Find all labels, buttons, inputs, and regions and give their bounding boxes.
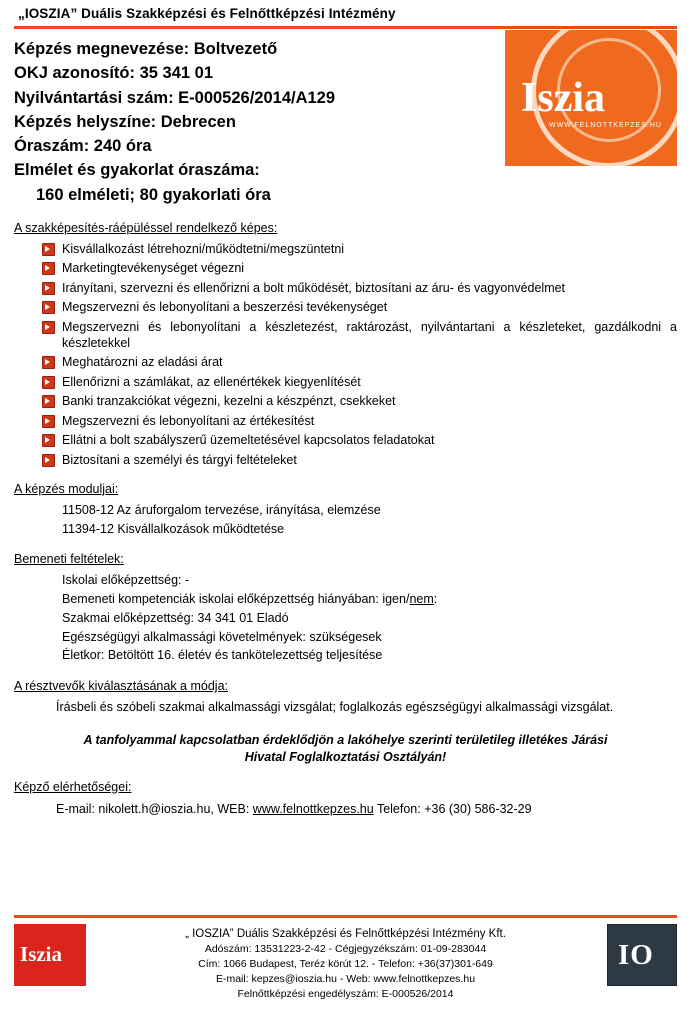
logo-wordmark [521, 74, 605, 122]
list-item [42, 393, 677, 409]
contact-phone: Telefon: +36 (30) 586-32-29 [373, 801, 532, 816]
document-footer [0, 922, 691, 1018]
arrow-bullet-icon [42, 415, 55, 428]
entry-requirements-list [14, 572, 677, 665]
notice-line-1: A tanfolyammal kapcsolatban érdeklődjön a lakóhelye szerinti területileg illetékes Járási [83, 732, 608, 747]
theory-practice-hours: 160 elméleti; 80 gyakorlati óra [36, 185, 271, 204]
list-item [42, 432, 677, 448]
footer-license: Felnőttképzési engedélyszám: E-000526/2014 [237, 988, 454, 1001]
list-item [42, 280, 677, 296]
document-header: „IOSZIA” Duális Szakképzési és Felnőttképzési Intézmény [18, 6, 396, 21]
contact-web-link[interactable]: www.felnottkepzes.hu [252, 801, 374, 816]
ioszia-logo [505, 30, 677, 166]
course-location: Képzés helyszíne: Debrecen [14, 112, 236, 131]
list-item-text: Megszervezni és lebonyolítani a beszerzési tevékenységet [62, 300, 388, 315]
arrow-bullet-icon [42, 376, 55, 389]
list-item [42, 354, 677, 370]
entry-item-health: Egészségügyi alkalmassági követelmények: szükségesek [62, 629, 382, 644]
okj-id: OKJ azonosító: 35 341 01 [14, 64, 213, 83]
entry-item-age: Életkor: Betöltött 16. életév és tankötelezettség teljesítése [62, 648, 383, 663]
arrow-bullet-icon [42, 454, 55, 467]
arrow-bullet-icon [42, 243, 55, 256]
course-hours: Óraszám: 240 óra [14, 137, 152, 155]
footer-company-name: „ IOSZIA” Duális Szakképzési és Felnőttképzési Intézmény Kft. [185, 928, 506, 940]
list-item-text: Meghatározni az eladási árat [62, 355, 223, 370]
footer-logo-left-brand: szia [28, 942, 63, 966]
modules-heading: A képzés moduljai: [14, 481, 119, 496]
list-item [42, 260, 677, 276]
module-item: 11394-12 Kisvállalkozások működtetése [62, 521, 285, 536]
course-name: Képzés megnevezése: Boltvezető [14, 40, 278, 58]
entry-item-education: Iskolai előképzettség: - [62, 573, 190, 588]
notice-line-2: Hivatal Foglalkoztatási Osztályán! [244, 749, 447, 764]
list-item [42, 299, 677, 315]
entry-competences-prefix: Bemeneti kompetenciák iskolai előképzettség hiányában: igen/ [62, 592, 410, 606]
list-item [42, 319, 677, 351]
arrow-bullet-icon [42, 434, 55, 447]
footer-logo-right-text: IO [618, 939, 654, 971]
footer-divider [14, 915, 677, 918]
arrow-bullet-icon [42, 395, 55, 408]
list-item [42, 374, 677, 390]
list-item-text: Ellátni a bolt szabályszerű üzemeltetésével kapcsolatos feladatokat [62, 433, 435, 448]
theory-practice-label: Elmélet és gyakorlat óraszáma: [14, 161, 260, 180]
course-title-block [14, 37, 484, 207]
modules-list [14, 502, 677, 539]
footer-tax-number: Adószám: 13531223-2-42 - Cégjegyzékszám: 01-09-283044 [204, 943, 487, 956]
entry-competences-nem: nem [409, 592, 434, 606]
contact-email-label: E-mail: nikolett.h@ioszia.hu, WEB: [56, 801, 253, 816]
competences-heading: A szakképesítés-ráépüléssel rendelkező képes: [14, 220, 278, 235]
entry-requirements-heading: Bemeneti feltételek: [14, 552, 124, 567]
list-item-text: Megszervezni és lebonyolítani az értékesítést [62, 413, 315, 428]
competences-list [14, 241, 677, 468]
footer-logo-left [14, 924, 86, 986]
list-item [42, 413, 677, 429]
list-item-text: Kisvállalkozást létrehozni/működtetni/megszüntetni [62, 241, 345, 256]
logo-website-caption: WWW.FELNOTTKEPZES.HU [549, 122, 662, 129]
logo-brand: szia [537, 75, 606, 121]
arrow-bullet-icon [42, 321, 55, 334]
footer-company-info [110, 926, 581, 1002]
selection-heading: A résztvevők kiválasztásának a módja: [14, 679, 228, 693]
header-divider [14, 26, 677, 29]
registration-number: Nyilvántartási szám: E-000526/2014/A129 [14, 88, 336, 107]
list-item-text: Megszervezni és lebonyolítani a készletezést, raktározást, nyilvántartani a készleteket, gazdálkodni a készletekkel [62, 319, 677, 350]
footer-logo-left-text [20, 942, 62, 967]
contact-heading: Képző elérhetőségei: [14, 779, 132, 794]
list-item [42, 452, 677, 468]
arrow-bullet-icon [42, 282, 55, 295]
list-item [42, 241, 677, 257]
entry-competences-suffix: : [433, 592, 438, 606]
footer-contact: E-mail: kepzes@ioszia.hu - Web: www.felnottkepzes.hu [215, 973, 476, 986]
module-item: 11508-12 Az áruforgalom tervezése, irányítása, elemzése [62, 502, 381, 517]
list-item-text: Ellenőrizni a számlákat, az ellenértékek kiegyenlítését [62, 374, 361, 389]
footer-logo-right [607, 924, 677, 986]
list-item-text: Marketingtevékenységet végezni [62, 261, 245, 276]
entry-item-professional: Szakmai előképzettség: 34 341 01 Eladó [62, 610, 289, 625]
contact-line [14, 802, 677, 816]
list-item-text: Banki tranzakciókat végezni, kezelni a készpénzt, csekkeket [62, 394, 396, 409]
logo-initial: I [521, 75, 538, 121]
selection-text: Írásbeli és szóbeli szakmai alkalmassági vizsgálat; foglalkozás egészségügyi alkalmassági vizsgálat. [56, 700, 614, 714]
list-item-text: Biztosítani a személyi és tárgyi feltételeket [62, 452, 297, 467]
footer-address: Cím: 1066 Budapest, Teréz körút 12. - Telefon: +36(37)301-649 [198, 958, 493, 971]
arrow-bullet-icon [42, 262, 55, 275]
list-item-text: Irányítani, szervezni és ellenőrizni a bolt működését, biztosítani az áru- és vagyonvédelmet [62, 280, 566, 295]
arrow-bullet-icon [42, 356, 55, 369]
entry-item-competences [62, 591, 677, 609]
notice-block [14, 732, 677, 766]
arrow-bullet-icon [42, 301, 55, 314]
footer-logo-left-initial: I [20, 942, 29, 966]
